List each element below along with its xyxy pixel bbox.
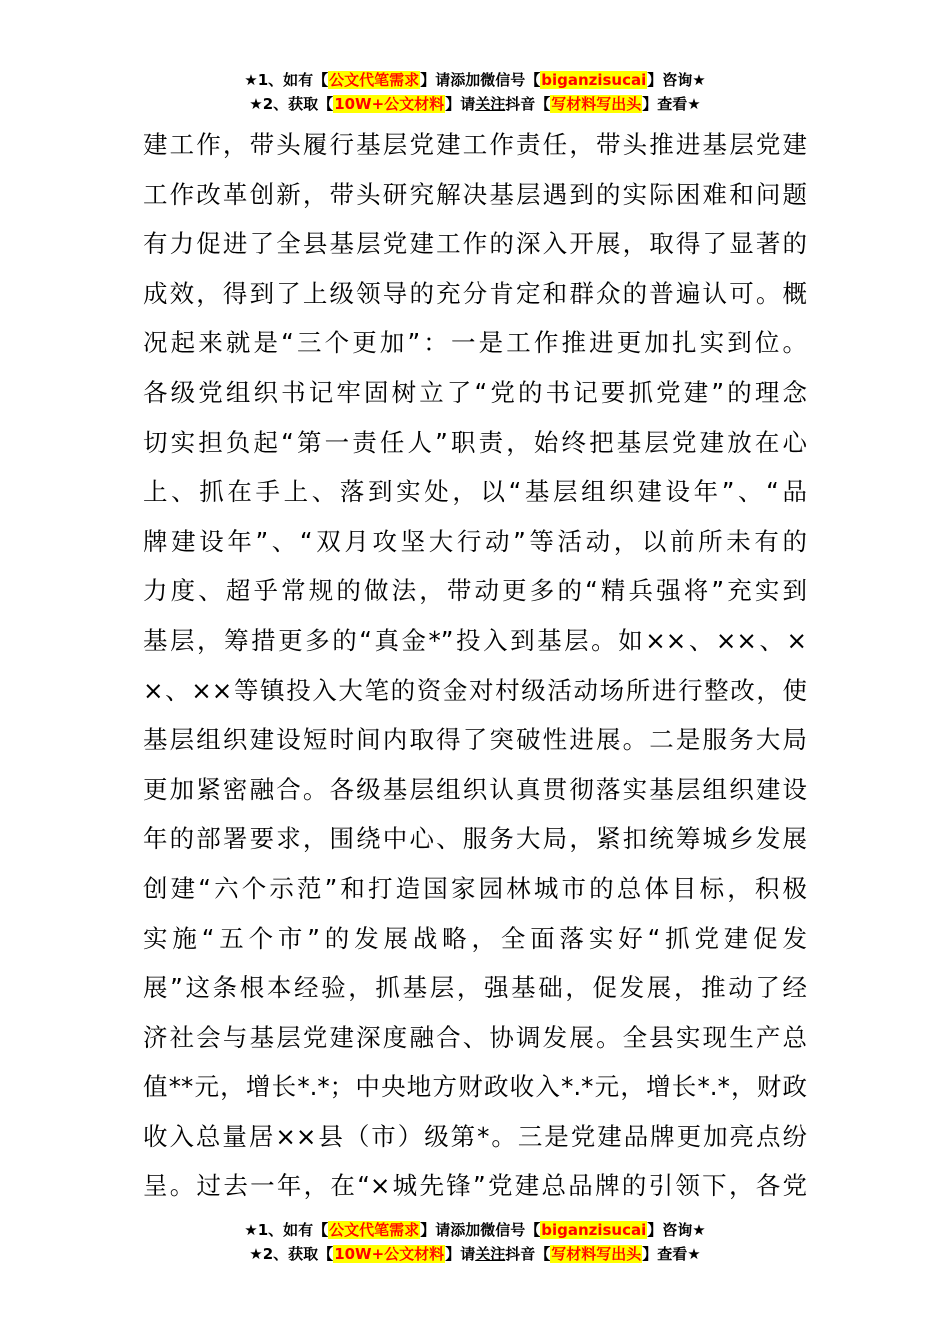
body-line: 值**元，增长*.*；中央地方财政收入*.*元，增长*.*，财政 [143, 1072, 807, 1102]
header-line-2-suffix: 】查看★ [642, 95, 701, 113]
footer-line-1-prefix: ★1、如有【 [244, 1221, 329, 1239]
header-line-2-middle-a: 】请 [445, 95, 476, 113]
body-line: 更加紧密融合。各级基层组织认真贯彻落实基层组织建设 [143, 774, 807, 804]
body-line: 各级党组织书记牢固树立了“党的书记要抓党建”的理念 [143, 377, 807, 407]
footer-highlight-wechat-id: biganzisucai [541, 1221, 647, 1239]
header-line-1-middle: 】请添加微信号【 [420, 71, 541, 89]
body-line: 建工作，带头履行基层党建工作责任，带头推进基层党建 [143, 130, 807, 159]
header-line-2-prefix: ★2、获取【 [249, 95, 334, 113]
body-line: 展”这条根本经验，抓基层，强基础，促发展，推动了经 [143, 973, 807, 1003]
body-line: 年的部署要求，围绕中心、服务大局，紧扣统筹城乡发展 [143, 824, 807, 854]
footer-line-2-prefix: ★2、获取【 [249, 1245, 334, 1263]
header-highlight-materials: 10W+公文材料 [334, 95, 445, 113]
footer-highlight-douyin-account: 写材料写出头 [551, 1245, 642, 1263]
footer-banner [0, 1218, 950, 1266]
footer-line-2-middle-a: 】请 [445, 1245, 476, 1263]
footer-line-2 [0, 1242, 950, 1266]
footer-highlight-writing-service: 公文代笔需求 [329, 1221, 420, 1239]
footer-line-1-middle: 】请添加微信号【 [420, 1221, 541, 1239]
header-banner [0, 68, 950, 116]
header-highlight-douyin-account: 写材料写出头 [551, 95, 642, 113]
body-line: 实施“五个市”的发展战略，全面落实好“抓党建促发 [143, 923, 807, 953]
body-line: 基层，筹措更多的“真金*”投入到基层。如××、××、× [143, 625, 807, 655]
footer-line-1-suffix: 】咨询★ [647, 1221, 706, 1239]
body-line: 有力促进了全县基层党建工作的深入开展，取得了显著的 [143, 229, 807, 259]
footer-line-1 [0, 1218, 950, 1242]
header-highlight-writing-service: 公文代笔需求 [329, 71, 420, 89]
header-follow-underlined: 关注 [475, 95, 506, 113]
body-line: 成效，得到了上级领导的充分肯定和群众的普遍认可。概 [143, 278, 807, 308]
document-body [143, 120, 807, 1211]
header-line-1-suffix: 】咨询★ [647, 71, 706, 89]
body-line: 牌建设年”、“双月攻坚大行动”等活动，以前所未有的 [143, 526, 807, 556]
body-line: 基层组织建设短时间内取得了突破性进展。二是服务大局 [143, 725, 807, 755]
header-line-1 [0, 68, 950, 92]
body-line: 工作改革创新，带头研究解决基层遇到的实际困难和问题 [143, 179, 807, 209]
body-line: 济社会与基层党建深度融合、协调发展。全县实现生产总 [143, 1022, 807, 1052]
header-highlight-wechat-id: biganzisucai [541, 71, 647, 89]
body-line: 收入总量居××县（市）级第*。三是党建品牌更加亮点纷 [143, 1121, 807, 1151]
body-line: 创建“六个示范”和打造国家园林城市的总体目标，积极 [143, 873, 807, 903]
header-line-1-prefix: ★1、如有【 [244, 71, 329, 89]
header-line-2 [0, 92, 950, 116]
body-line: 呈。过去一年，在“×城先锋”党建总品牌的引领下，各党 [143, 1171, 807, 1201]
footer-follow-underlined: 关注 [475, 1245, 506, 1263]
body-line: ×、××等镇投入大笔的资金对村级活动场所进行整改，使 [143, 675, 807, 705]
footer-line-2-suffix: 】查看★ [642, 1245, 701, 1263]
body-line: 力度、超乎常规的做法，带动更多的“精兵强将”充实到 [143, 576, 807, 606]
body-line: 上、抓在手上、落到实处，以“基层组织建设年”、“品 [143, 477, 807, 507]
footer-highlight-materials: 10W+公文材料 [334, 1245, 445, 1263]
body-line: 况起来就是“三个更加”：一是工作推进更加扎实到位。 [143, 328, 807, 358]
body-line: 切实担负起“第一责任人”职责，始终把基层党建放在心 [143, 427, 807, 457]
footer-line-2-middle-b: 抖音【 [505, 1245, 551, 1263]
header-line-2-middle-b: 抖音【 [505, 95, 551, 113]
